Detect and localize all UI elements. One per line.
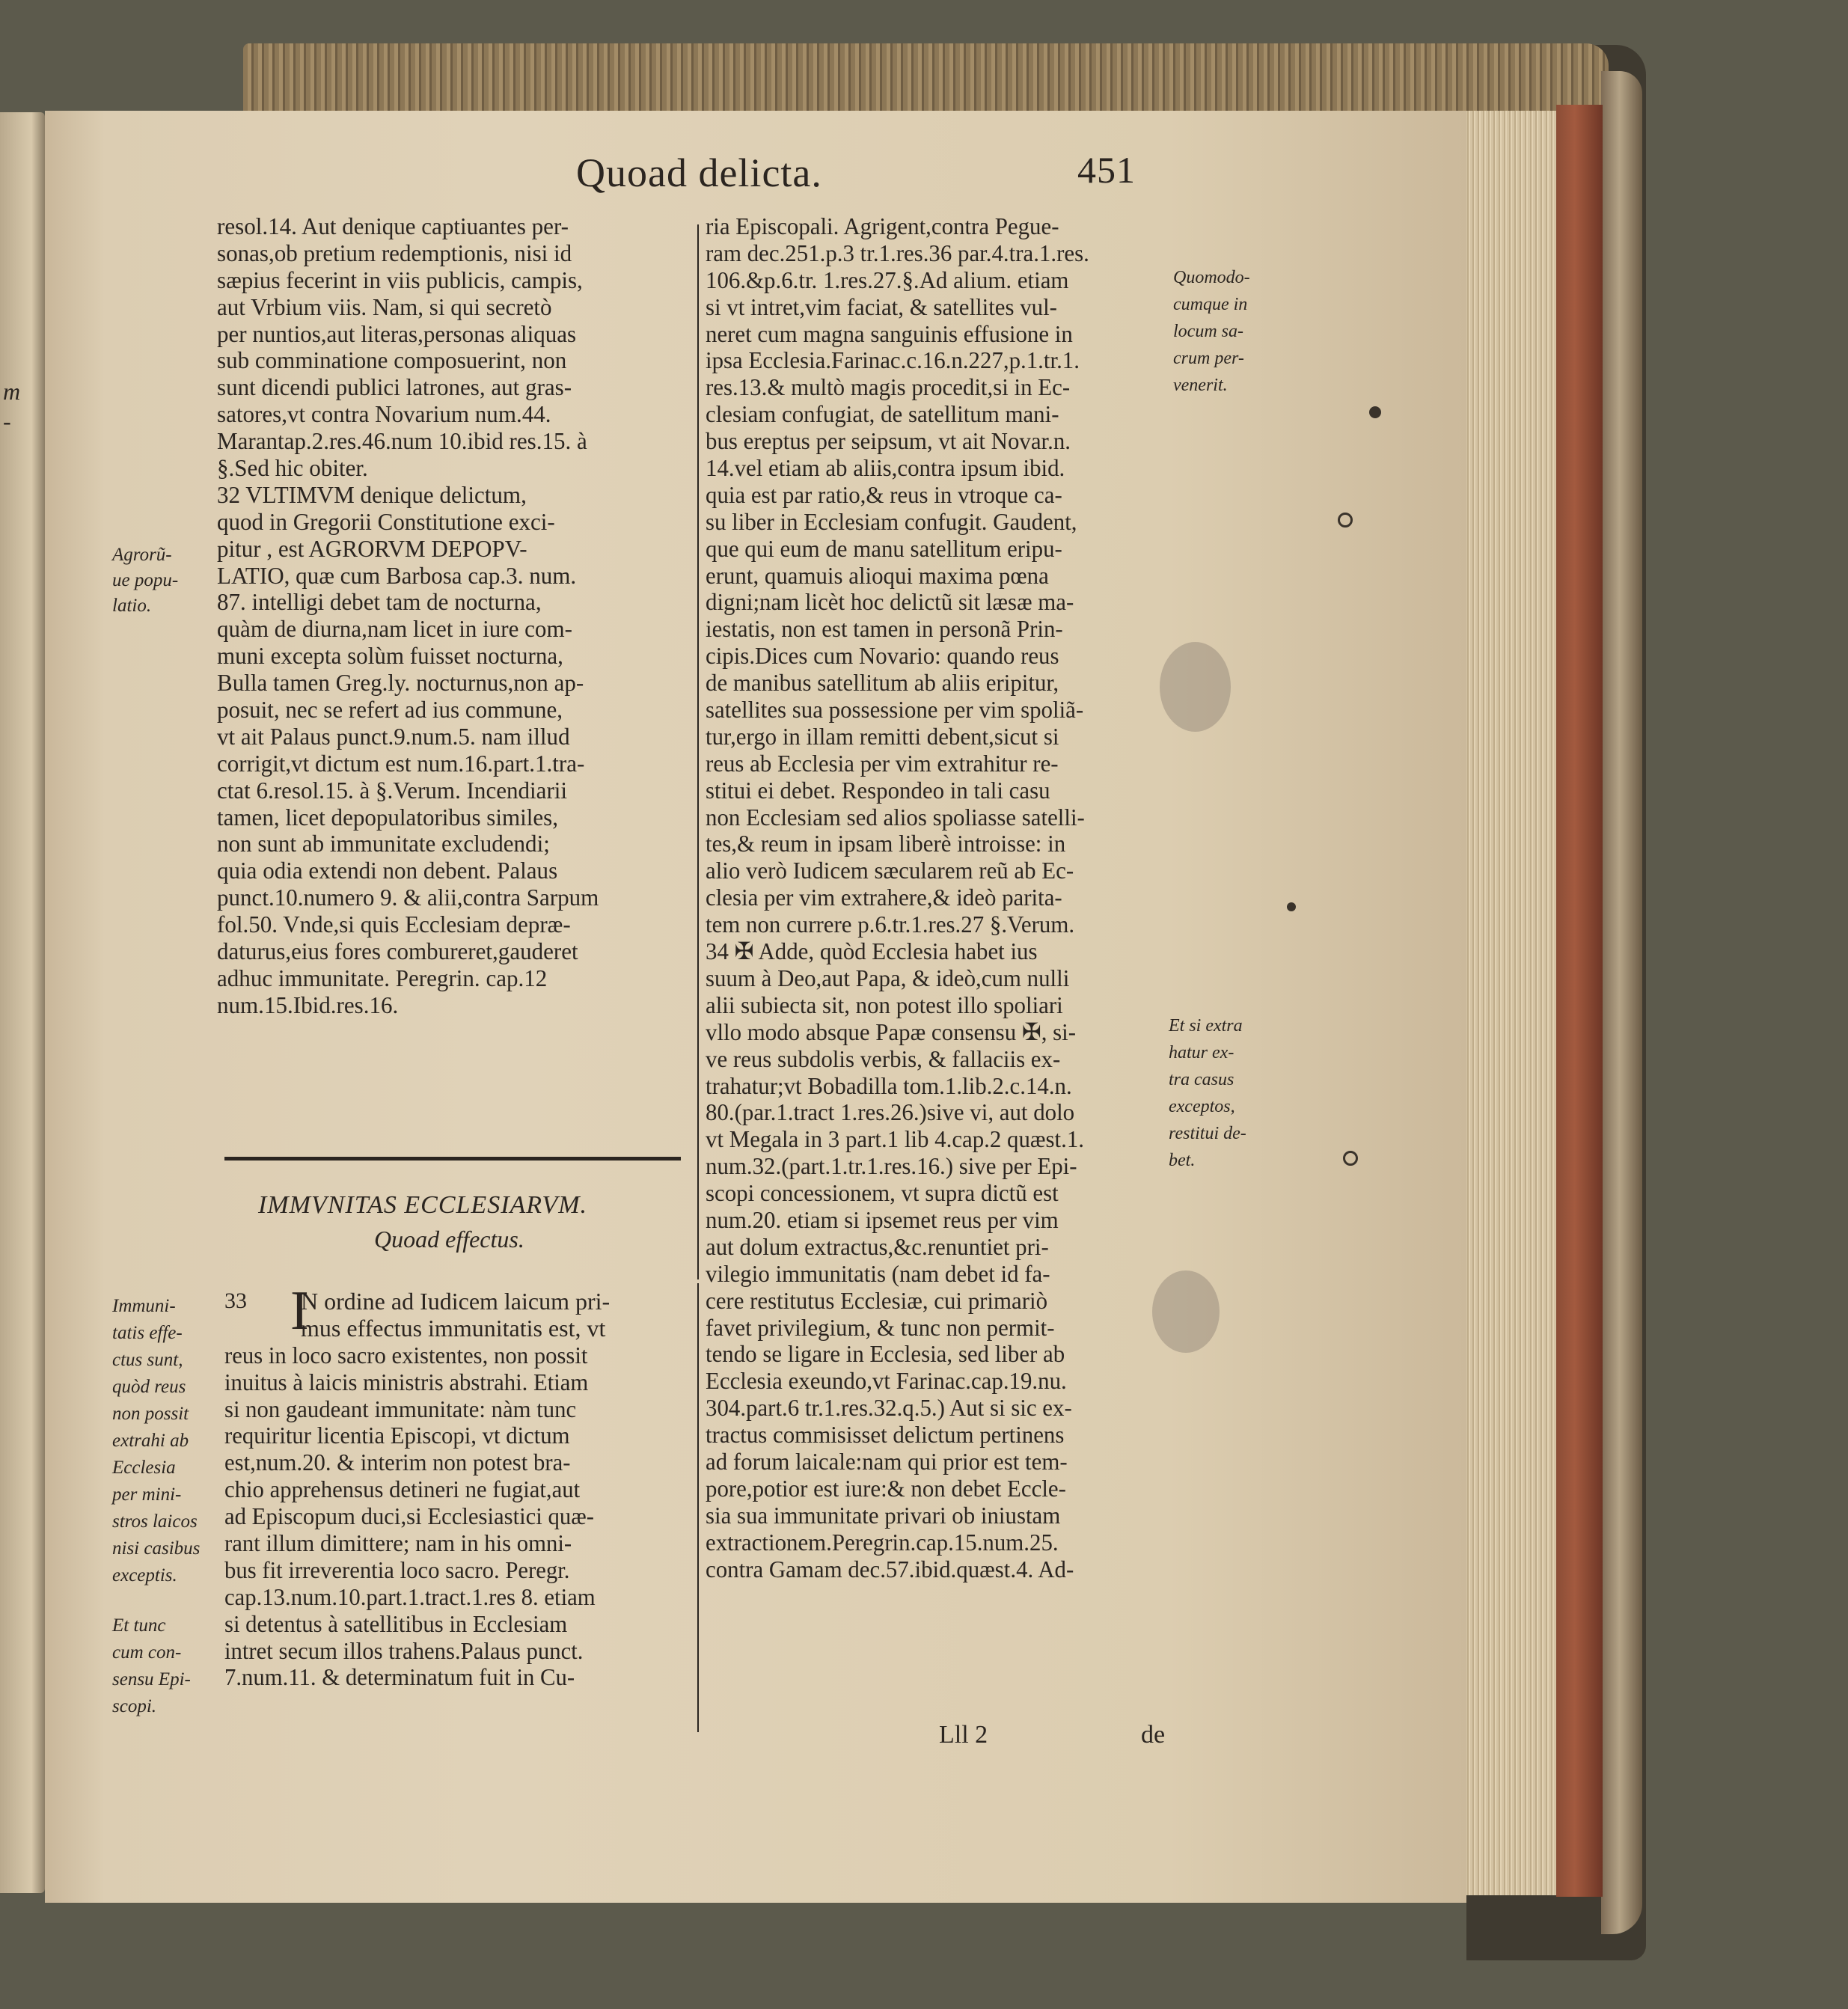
margin-note-et-tunc xyxy=(112,1612,191,1720)
text-line: daturus,eius fores combureret,gauderet xyxy=(217,938,578,965)
text-line: ad forum laicale:nam qui prior est tem- xyxy=(706,1447,1068,1475)
text-line: quàm de diurna,nam licet in iure com- xyxy=(217,615,572,643)
text-line: iestatis, non est tamen in personã Prin- xyxy=(706,615,1063,643)
left-column-lower xyxy=(224,1288,696,1691)
text-line: que qui eum de manu satellitum eripu- xyxy=(706,534,1062,562)
text-line: bus ereptus per seipsum, vt ait Novar.n. xyxy=(706,427,1071,455)
paragraph-number: 33 xyxy=(224,1288,247,1313)
page-number: 451 xyxy=(1077,149,1136,191)
hole-mark xyxy=(1287,902,1296,911)
text-line: su liber in Ecclesiam confugit. Gaudent, xyxy=(706,507,1077,535)
book-cover-edge xyxy=(1601,71,1642,1934)
text-line: non Ecclesiam sed alios spoliasse satelli- xyxy=(706,803,1085,831)
text-line: vilegio immunitatis (nam debet id fa- xyxy=(706,1259,1050,1287)
text-line: reus in loco sacro existentes, non possit xyxy=(224,1341,588,1369)
text-line: si vt intret,vim faciat, & satellites vul- xyxy=(706,293,1057,320)
text-line: aut Vrbium viis. Nam, si qui secretò xyxy=(217,293,552,320)
margin-note-line: nisi casibus xyxy=(112,1538,201,1559)
stain xyxy=(1152,1270,1220,1353)
text-line: digni;nam licèt hoc delictũ sit læsæ ma- xyxy=(706,588,1074,616)
stain xyxy=(1160,642,1231,732)
margin-note-line: crum per- xyxy=(1173,349,1244,368)
text-line: clesiam confugiat, de satellitum mani- xyxy=(706,400,1059,428)
margin-note-line: Quomodo- xyxy=(1173,268,1250,287)
text-line: vt Megala in 3 part.1 lib 4.cap.2 quæst.1. xyxy=(706,1125,1085,1153)
section-subheading: Quoad effectus. xyxy=(374,1226,524,1253)
text-line: posuit, nec se refert ad ius commune, xyxy=(217,696,563,724)
text-line: N ordine ad Iudicem laicum pri- xyxy=(301,1288,611,1315)
text-line: fol.50. Vnde,si quis Ecclesiam depræ- xyxy=(217,911,571,938)
text-line: cipis.Dices cum Novario: quando reus xyxy=(706,642,1059,670)
margin-note-line: quòd reus xyxy=(112,1377,186,1397)
text-line: num.15.Ibid.res.16. xyxy=(217,991,399,1018)
text-line: 32 VLTIMVM denique delictum, xyxy=(217,480,527,508)
text-line: num.32.(part.1.tr.1.res.16.) sive per Epi- xyxy=(706,1152,1077,1180)
margin-note-line: venerit. xyxy=(1173,376,1228,395)
text-line: 80.(par.1.tract 1.res.26.)sive vi, aut dolo xyxy=(706,1098,1075,1126)
text-line: pore,potior est iure:& non debet Eccle- xyxy=(706,1474,1066,1502)
margin-note-line: hatur ex- xyxy=(1169,1043,1234,1062)
text-line: satores,vt contra Novarium num.44. xyxy=(217,400,551,428)
text-line: quia odia extendi non debent. Palaus xyxy=(217,857,558,884)
margin-note-line: Et tunc xyxy=(112,1615,166,1636)
text-line: rant illum dimittere; nam in his omni- xyxy=(224,1529,572,1557)
text-line: neret cum magna sanguinis effusione in xyxy=(706,319,1073,347)
right-column xyxy=(706,213,1153,1583)
text-line: adhuc immunitate. Peregrin. cap.12 xyxy=(217,964,548,991)
text-line: reus ab Ecclesia per vim extrahitur re- xyxy=(706,749,1059,777)
margin-note-line: tra casus xyxy=(1169,1070,1234,1089)
margin-note-line: sensu Epi- xyxy=(112,1669,191,1690)
text-line: ipsa Ecclesia.Farinac.c.16.n.227,p.1.tr.1. xyxy=(706,346,1080,374)
section-heading: IMMVNITAS ECCLESIARVM. xyxy=(258,1191,588,1219)
prev-page-fragment: m xyxy=(3,378,21,405)
text-line: sia sua immunitate privari ob iniustam xyxy=(706,1501,1061,1529)
margin-note-line: Et si extra xyxy=(1169,1016,1243,1036)
margin-note-line: cum con- xyxy=(112,1642,182,1663)
text-line: tes,& reum in ipsam liberè introisse: in xyxy=(706,830,1066,857)
text-line: ctat 6.resol.15. à §.Verum. Incendiarii xyxy=(217,776,568,804)
text-line: trahatur;vt Bobadilla tom.1.lib.2.c.14.n. xyxy=(706,1071,1072,1099)
text-line: 14.vel etiam ab aliis,contra ipsum ibid. xyxy=(706,454,1065,482)
column-divider xyxy=(697,1283,699,1732)
margin-note-line: bet. xyxy=(1169,1151,1196,1170)
margin-note-line: restitui de- xyxy=(1169,1124,1246,1143)
text-line: sunt dicendi publici latrones, aut gras- xyxy=(217,373,572,401)
text-line: sæpius fecerint in viis publicis, campis, xyxy=(217,266,583,293)
text-line: 106.&p.6.tr. 1.res.27.§.Ad alium. etiam xyxy=(706,266,1069,293)
signature-mark: Lll 2 xyxy=(939,1721,988,1749)
text-line: resol.14. Aut denique captiuantes per- xyxy=(217,212,569,239)
text-line: res.13.& multò magis procedit,si in Ec- xyxy=(706,373,1071,401)
margin-note-line: tatis effe- xyxy=(112,1323,183,1343)
text-line: requiritur licentia Episcopi, vt dictum xyxy=(224,1422,570,1449)
text-line: bus fit irreverentia loco sacro. Peregr. xyxy=(224,1556,570,1583)
text-line: sub comminatione composuerint, non xyxy=(217,346,567,374)
hole-mark xyxy=(1369,406,1381,418)
text-line: ve reus subdolis verbis, & fallaciis ex- xyxy=(706,1045,1061,1072)
margin-note-line: extrahi ab xyxy=(112,1431,189,1451)
margin-note-line: ue popu- xyxy=(112,570,179,590)
drop-cap: I xyxy=(290,1280,309,1342)
text-line: 304.part.6 tr.1.res.32.q.5.) Aut si sic ex- xyxy=(706,1394,1072,1422)
column-divider xyxy=(697,224,699,1279)
text-line: est,num.20. & interim non potest bra- xyxy=(224,1449,571,1476)
red-sprinkled-edge xyxy=(1556,105,1603,1897)
margin-note-line: Ecclesia xyxy=(112,1458,176,1478)
text-line: per nuntios,aut literas,personas aliquas xyxy=(217,319,577,347)
margin-note-agrorum xyxy=(112,542,178,619)
text-line: chio apprehensus detineri ne fugiat,aut xyxy=(224,1476,581,1503)
text-line: favet privilegium, & tunc non permit- xyxy=(706,1313,1055,1341)
text-line: satellites sua possessione per vim spoliã- xyxy=(706,696,1084,724)
text-line: de manibus satellitum ab aliis eripitur, xyxy=(706,669,1059,697)
text-line: §.Sed hic obiter. xyxy=(217,454,368,482)
text-line: num.20. etiam si ipsemet reus per vim xyxy=(706,1205,1059,1233)
text-line: non sunt ab immunitate excludendi; xyxy=(217,830,550,857)
text-line: tractus commisisset delictum pertinens xyxy=(706,1421,1065,1449)
text-line: cere restitutus Ecclesiæ, cui primariò xyxy=(706,1286,1048,1314)
text-line: 87. intelligi debet tam de nocturna, xyxy=(217,588,542,616)
prev-page-fragment: - xyxy=(3,408,11,435)
text-line: mus effectus immunitatis est, vt xyxy=(301,1314,606,1342)
text-line: tendo se ligare in Ecclesia, sed liber ab xyxy=(706,1340,1065,1368)
text-line: corrigit,vt dictum est num.16.part.1.tra- xyxy=(217,749,585,777)
text-line: si detentus à satellitibus in Ecclesiam xyxy=(224,1609,568,1637)
text-line: clesia per vim extrahere,& ideò parita- xyxy=(706,884,1062,911)
text-line: si non gaudeant immunitate: nàm tunc xyxy=(224,1395,577,1422)
text-line: intret secum illos trahens.Palaus punct. xyxy=(224,1636,584,1664)
text-line: pitur , est AGRORVM DEPOPV- xyxy=(217,534,527,562)
text-line: inuitus à laicis ministris abstrahi. Etiam xyxy=(224,1368,589,1395)
text-line: vt ait Palaus punct.9.num.5. nam illud xyxy=(217,722,570,750)
margin-note-immunitatis xyxy=(112,1293,200,1589)
hole-mark xyxy=(1338,513,1353,528)
text-line: tem non currere p.6.tr.1.res.27 §.Verum. xyxy=(706,911,1075,938)
hole-mark xyxy=(1343,1151,1358,1166)
margin-note-line: per mini- xyxy=(112,1484,182,1505)
text-line: ad Episcopum duci,si Ecclesiastici quæ- xyxy=(224,1502,594,1530)
text-line: alii subiecta sit, non potest illo spoliari xyxy=(706,991,1063,1018)
page-top-edge xyxy=(243,43,1609,114)
margin-note-line: cumque in xyxy=(1173,295,1248,314)
margin-note-line: exceptis. xyxy=(112,1565,177,1586)
margin-note-et-si xyxy=(1169,1012,1246,1174)
running-title: Quoad delicta. xyxy=(576,150,822,195)
text-line: alio verò Iudicem sæcularem reũ ab Ec- xyxy=(706,857,1074,884)
margin-note-line: scopi. xyxy=(112,1696,157,1716)
previous-page-strip xyxy=(0,112,45,1893)
text-line: quia est par ratio,& reus in vtroque ca- xyxy=(706,480,1062,508)
text-line: contra Gamam dec.57.ibid.quæst.4. Ad- xyxy=(706,1555,1074,1583)
section-rule xyxy=(224,1157,681,1161)
text-line: extractionem.Peregrin.cap.15.num.25. xyxy=(706,1528,1059,1556)
text-line: 34 ✠ Adde, quòd Ecclesia habet ius xyxy=(706,938,1038,965)
text-line: Bulla tamen Greg.ly. nocturnus,non ap- xyxy=(217,669,584,697)
text-line: Ecclesia exeundo,vt Farinac.cap.19.nu. xyxy=(706,1367,1067,1395)
text-line: muni excepta solùm fuisset nocturna, xyxy=(217,642,563,670)
margin-note-line: stros laicos xyxy=(112,1511,198,1532)
text-line: LATIO, quæ cum Barbosa cap.3. num. xyxy=(217,561,577,589)
margin-note-line: latio. xyxy=(112,596,152,616)
margin-note-quomodo xyxy=(1173,264,1250,399)
text-line: stitui ei debet. Respondeo in tali casu xyxy=(706,776,1050,804)
text-line: punct.10.numero 9. & alii,contra Sarpum xyxy=(217,884,599,911)
text-line: erunt, quamuis alioqui maxima pœna xyxy=(706,561,1049,589)
text-line: 7.num.11. & determinatum fuit in Cu- xyxy=(224,1663,575,1691)
margin-note-line: locum sa- xyxy=(1173,322,1243,341)
margin-note-line: ctus sunt, xyxy=(112,1350,183,1370)
margin-note-line: Immuni- xyxy=(112,1296,176,1316)
text-line: sonas,ob pretium redemptionis, nisi id xyxy=(217,239,572,266)
text-line: scopi concessionem, vt supra dictũ est xyxy=(706,1179,1059,1207)
text-line: quod in Gregorii Constitutione exci- xyxy=(217,507,555,535)
text-line: vllo modo absque Papæ consensu ✠, si- xyxy=(706,1018,1077,1045)
margin-note-line: Agrorũ- xyxy=(112,545,172,565)
text-line: ram dec.251.p.3 tr.1.res.36 par.4.tra.1.res. xyxy=(706,239,1089,266)
text-line: Marantap.2.res.46.num 10.ibid res.15. à xyxy=(217,427,587,455)
text-line: cap.13.num.10.part.1.tract.1.res 8. etiam xyxy=(224,1583,596,1610)
margin-note-line: exceptos, xyxy=(1169,1097,1235,1116)
text-line: ria Episcopali. Agrigent,contra Pegue- xyxy=(706,212,1059,239)
text-line: tamen, licet depopulatoribus similes, xyxy=(217,803,559,831)
text-line: suum à Deo,aut Papa, & ideò,cum nulli xyxy=(706,964,1070,991)
margin-note-line: non possit xyxy=(112,1404,189,1424)
catchword: de xyxy=(1141,1721,1166,1749)
text-line: aut dolum extractus,&c.renuntiet pri- xyxy=(706,1232,1049,1260)
left-column xyxy=(217,213,682,1019)
text-line: tur,ergo in illam remitti debent,sicut si xyxy=(706,722,1059,750)
